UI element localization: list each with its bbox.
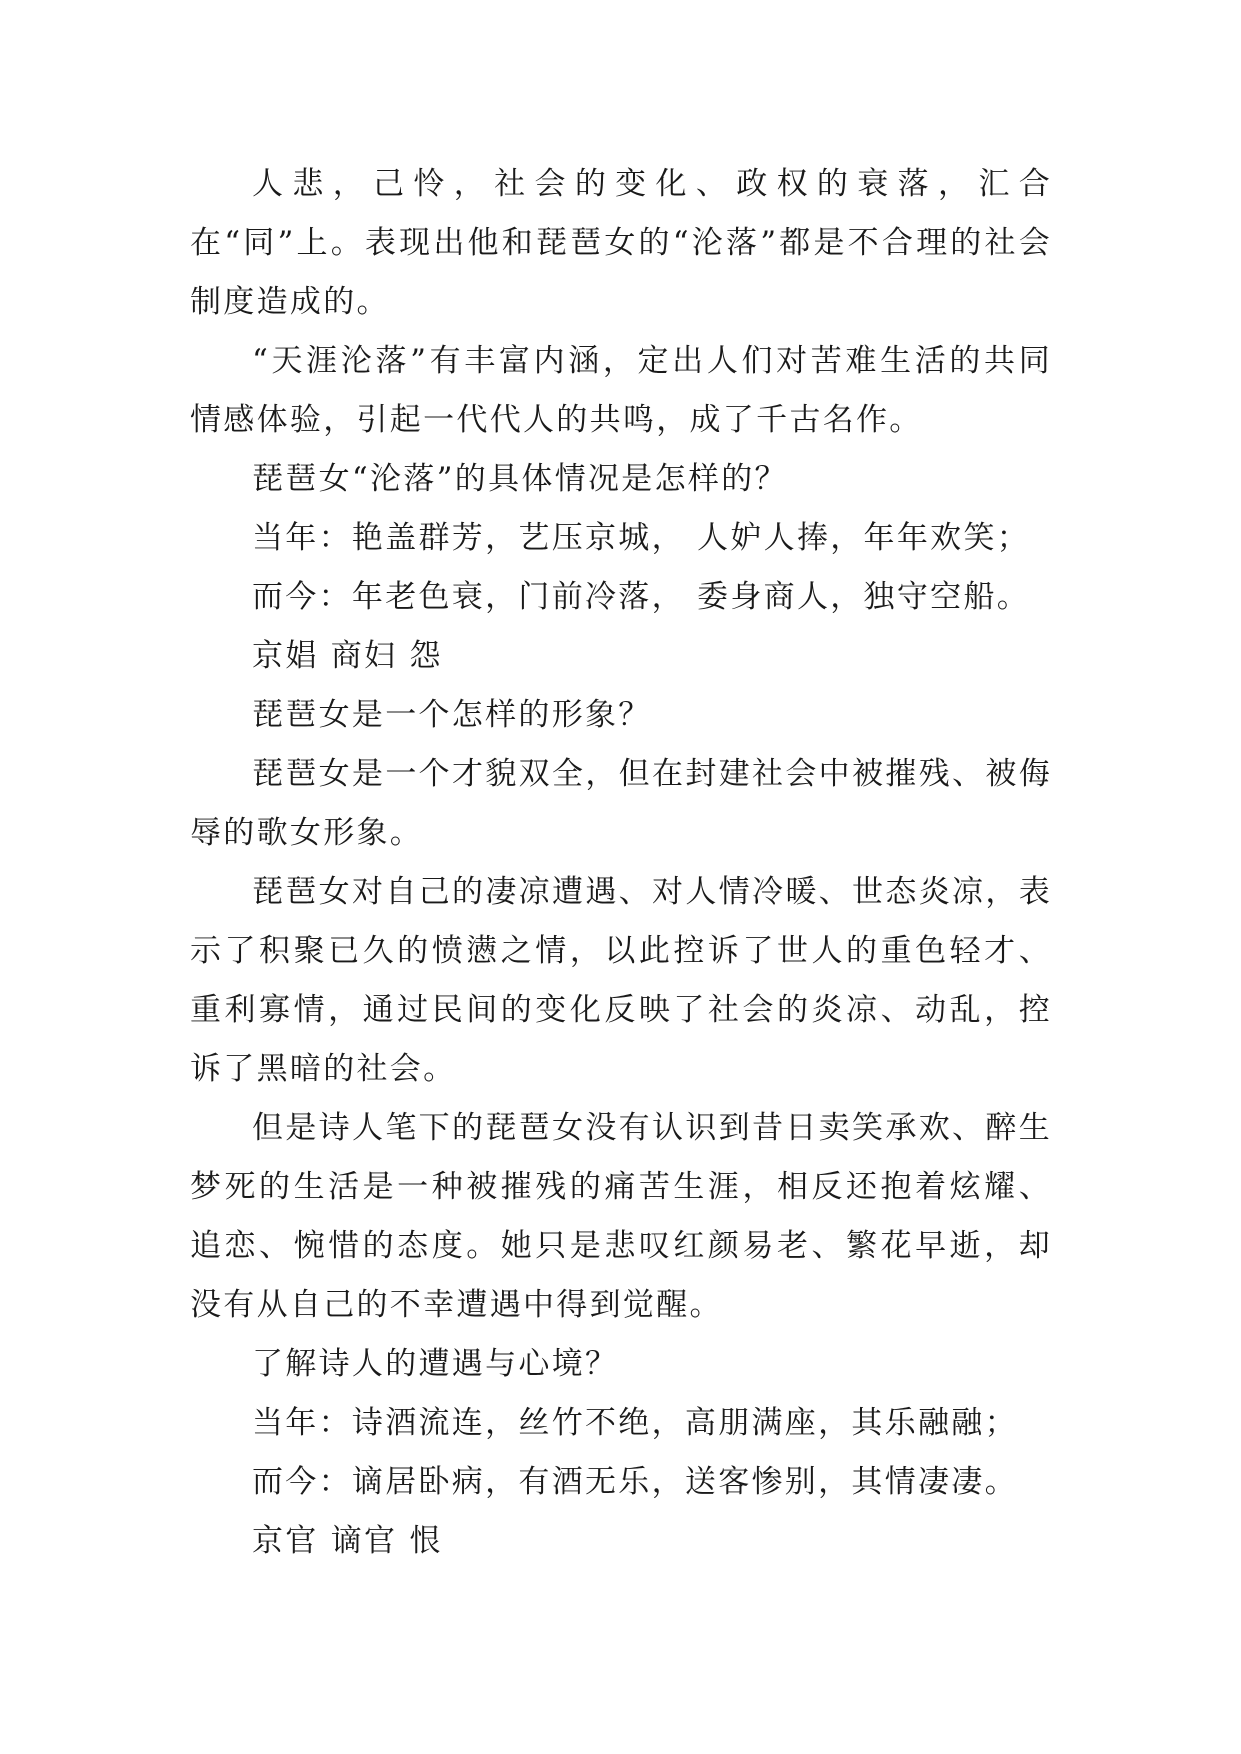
paragraph-12: 当年：诗酒流连，丝竹不绝，高朋满座，其乐融融； xyxy=(252,1405,1018,1441)
paragraph-5: 而今：年老色衰，门前冷落， 委身商人，独守空船。 xyxy=(252,579,1031,615)
paragraph-11: 了解诗人的遭遇与心境？ xyxy=(252,1346,619,1382)
paragraph-8: 琵琶女是一个才貌双全，但在封建社会中被摧残、被侮辱的歌女形象。 xyxy=(190,756,1052,851)
paragraph-1: 人悲，己怜，社会的变化、政权的衰落，汇合在“同”上。表现出他和琵琶女的“沦落”都是不合理的社会制度造成的。 xyxy=(190,166,1052,320)
paragraph-13: 而今：谪居卧病，有酒无乐，送客惨别，其情凄凄。 xyxy=(252,1464,1018,1500)
document-body xyxy=(190,155,1052,1571)
paragraph-10: 但是诗人笔下的琵琶女没有认识到昔日卖笑承欢、醉生梦死的生活是一种被摧残的痛苦生涯，相反还抱着炫耀、追恋、惋惜的态度。她只是悲叹红颜易老、繁花早逝，却没有从自己的不幸遭遇中得到觉醒。 xyxy=(190,1110,1052,1323)
paragraph-7: 琵琶女是一个怎样的形象？ xyxy=(252,697,652,733)
paragraph-6: 京娼 商妇 怨 xyxy=(252,638,443,674)
paragraph-4: 当年：艳盖群芳，艺压京城， 人妒人捧，年年欢笑； xyxy=(252,520,1031,556)
paragraph-3: 琵琶女“沦落”的具体情况是怎样的？ xyxy=(252,461,788,497)
paragraph-14: 京官 谪官 恨 xyxy=(252,1523,443,1559)
paragraph-9: 琵琶女对自己的凄凉遭遇、对人情冷暖、世态炎凉，表示了积聚已久的愤懑之情，以此控诉了世人的重色轻才、重利寡情，通过民间的变化反映了社会的炎凉、动乱，控诉了黑暗的社会。 xyxy=(190,874,1052,1087)
paragraph-2: “天涯沦落”有丰富内涵，定出人们对苦难生活的共同情感体验，引起一代代人的共鸣，成了千古名作。 xyxy=(190,343,1052,438)
